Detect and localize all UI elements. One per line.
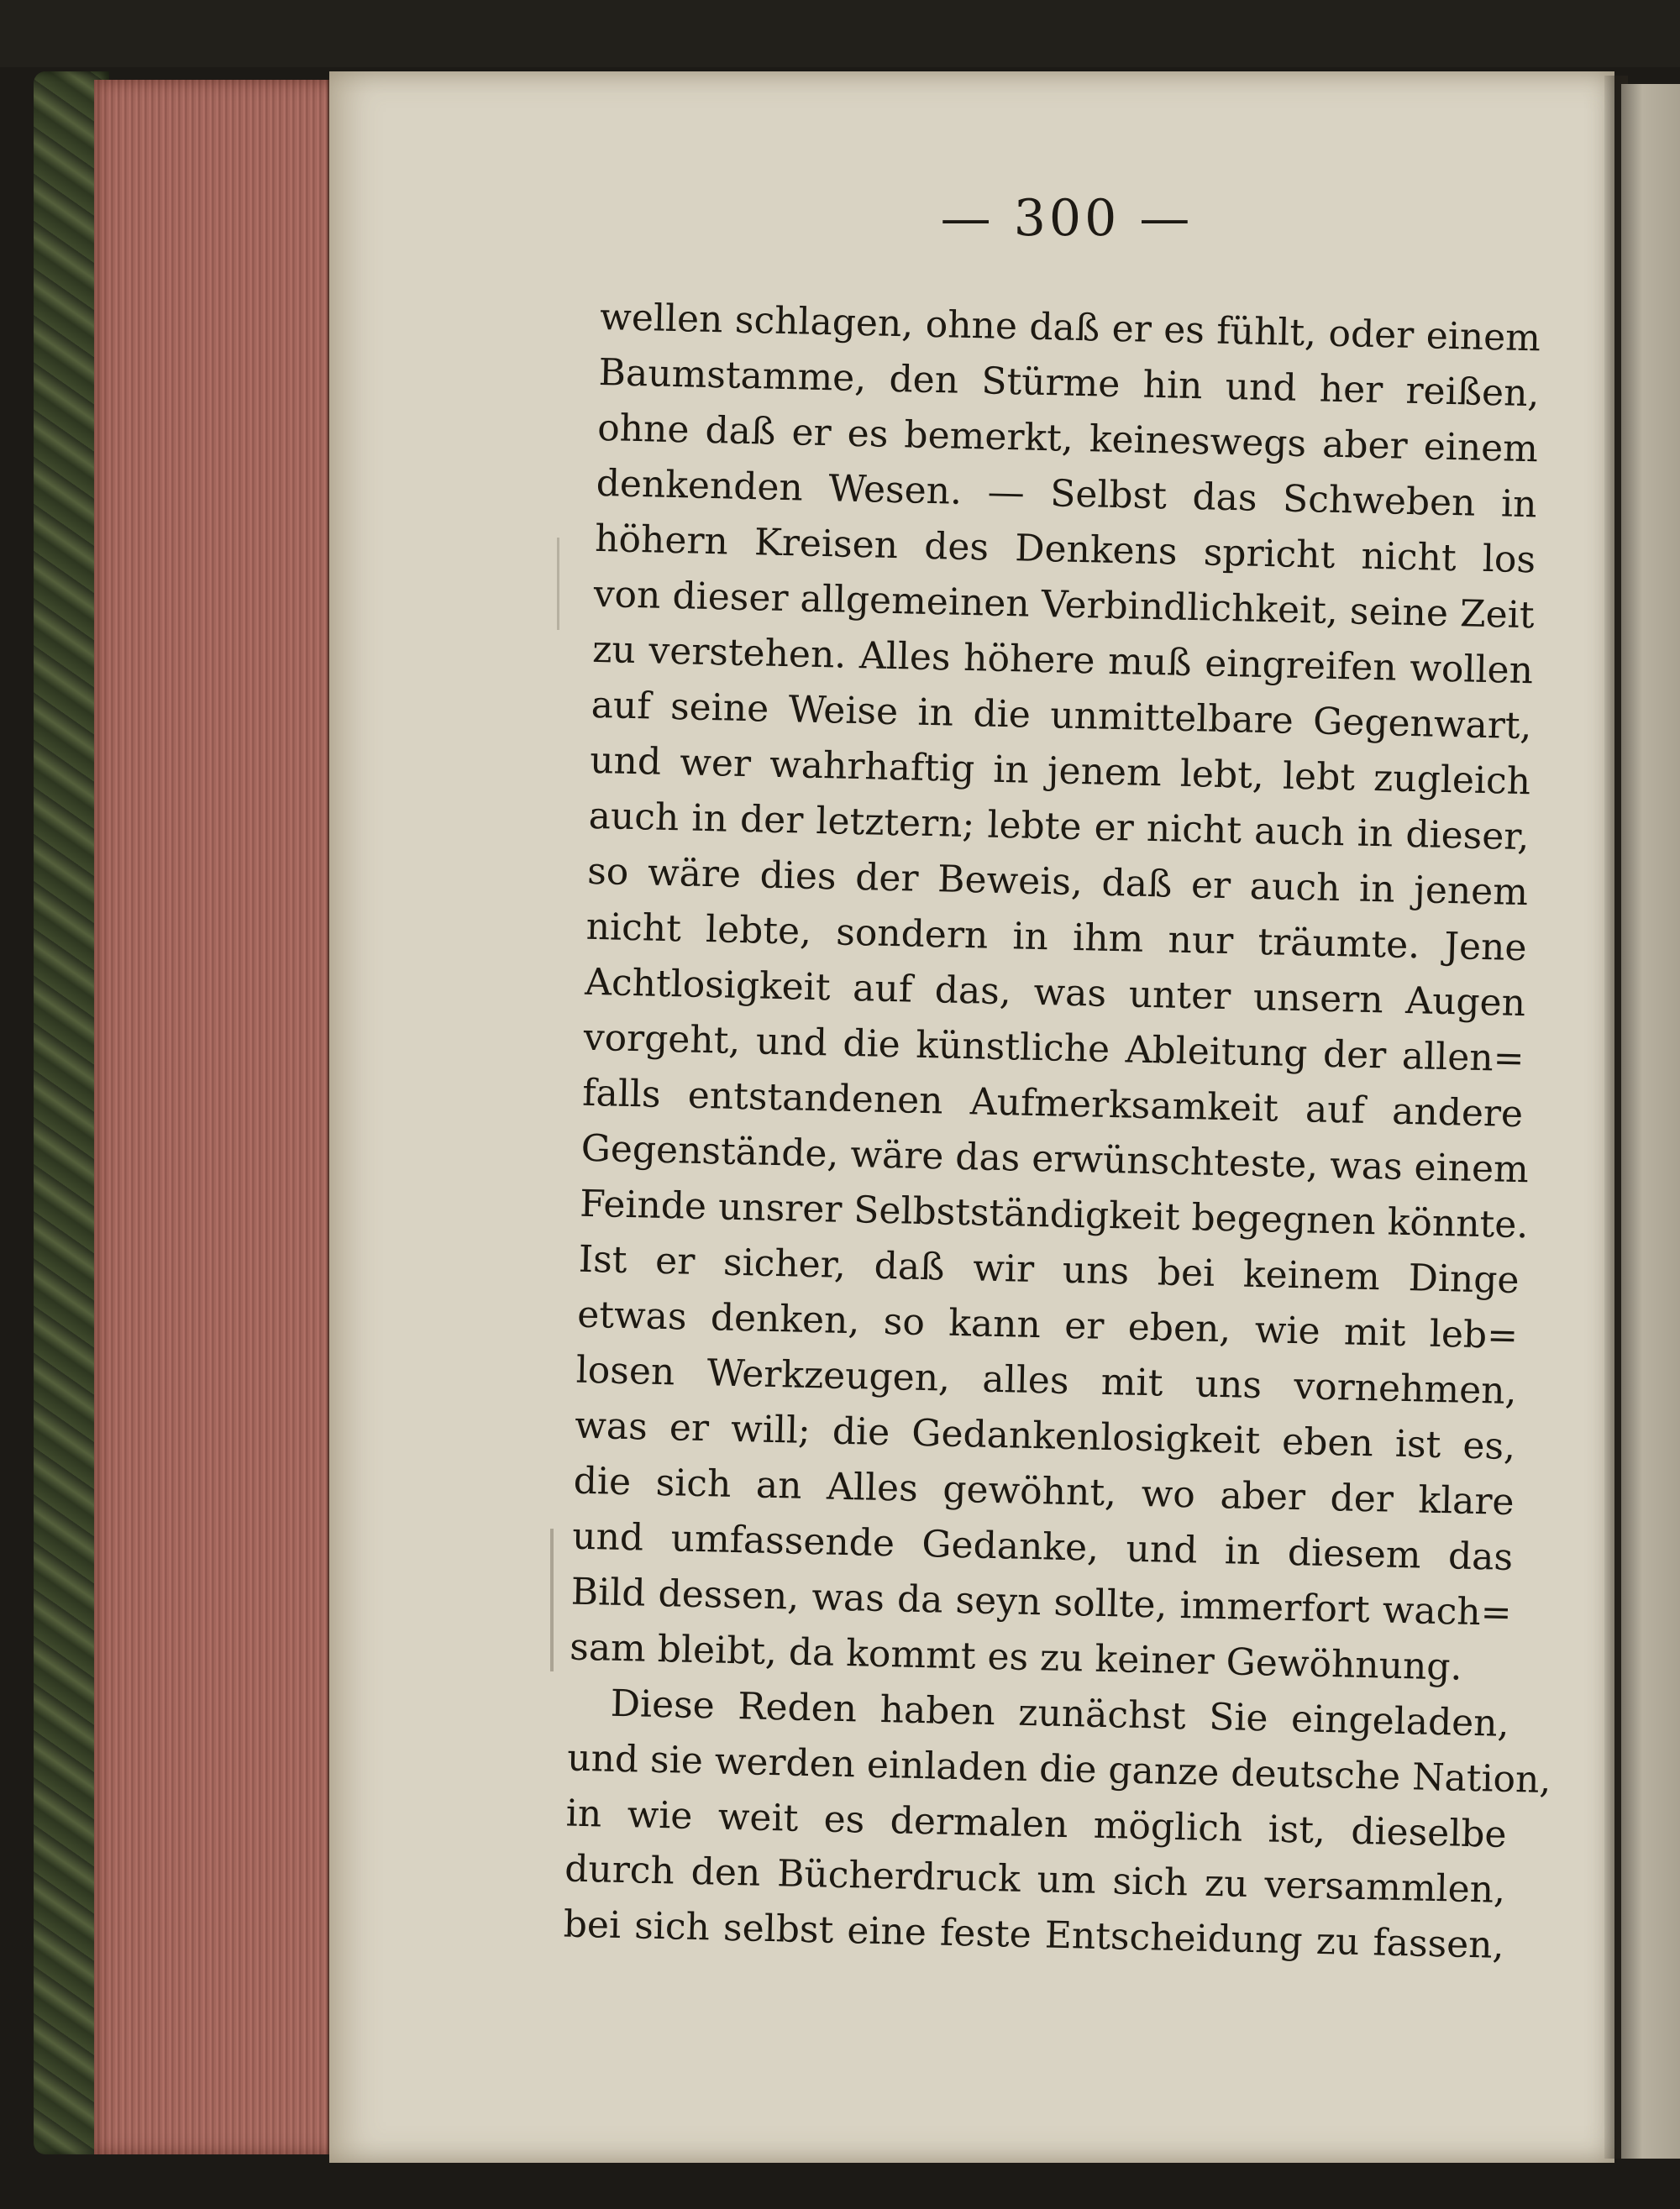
text-line: Ist er sicher, daß wir uns bei keinem Dinge [578, 1237, 1520, 1303]
text-line: was er will; die Gedankenlosigkeit eben ist es, [574, 1404, 1516, 1469]
text-line: Diese Reden haben zunächst Sie eingeladen, [610, 1682, 1510, 1745]
text-line: so wäre dies der Beweis, daß er auch in jenem [586, 849, 1529, 915]
background-strip [0, 0, 1680, 67]
text-line: zu verstehen. Alles höhere muß eingreifen wollen [591, 627, 1534, 693]
text-line: falls entstandenen Aufmerksamkeit auf andere [581, 1071, 1524, 1136]
text-line: und wer wahrhaftig in jenem lebt, lebt zugleich [589, 738, 1531, 804]
body-text [563, 290, 1551, 1974]
page-edges [94, 80, 346, 2154]
text-line: und sie werden einladen die ganze deutsche Nation, [566, 1736, 1551, 1802]
text-line: von dieser allgemeinen Verbindlichkeit, seine Zeit [593, 572, 1536, 638]
text-line: denkenden Wesen. — Selbst das Schweben in [596, 461, 1538, 527]
text-line: bei sich selbst eine feste Entscheidung zu fassen, [563, 1902, 1505, 1967]
text-line: Baumstamme, den Stürme hin und her reißen, [598, 350, 1541, 416]
text-line: die sich an Alles gewöhnt, wo aber der klare [573, 1459, 1515, 1524]
page-number: — 300 — [940, 189, 1194, 248]
text-line: Gegenstände, wäre das erwünschteste, was einem [580, 1126, 1530, 1192]
facing-page-edge [1621, 84, 1680, 2159]
text-line: vorgeht, und die künstliche Ableitung der allen= [583, 1015, 1525, 1081]
text-line: Feinde unsrer Selbstständigkeit begegnen könnte. [579, 1182, 1529, 1247]
text-line: höhern Kreisen des Denkens spricht nicht los [594, 517, 1536, 582]
margin-pencil-mark [550, 1529, 554, 1671]
text-line: durch den Bücherdruck um sich zu versammlen, [564, 1847, 1506, 1912]
text-line: sam bleibt, da kommt es zu keiner Gewöhnung. [569, 1625, 1463, 1689]
text-line: wellen schlagen, ohne daß er es fühlt, oder einem [599, 295, 1541, 360]
text-line: Bild dessen, was da seyn sollte, immerfort wach= [570, 1570, 1513, 1635]
text-line: etwas denken, so kann er eben, wie mit leb= [576, 1293, 1519, 1358]
text-line: auch in der letztern; lebte er nicht auch in dieser, [588, 794, 1530, 859]
text-line: und umfassende Gedanke, und in diesem das [571, 1514, 1514, 1580]
text-line: Achtlosigkeit auf das, was unter unsern Augen [584, 960, 1526, 1026]
text-line: nicht lebte, sondern in ihm nur träumte. Jene [585, 905, 1528, 970]
margin-pencil-mark [557, 538, 559, 630]
text-line: in wie weit es dermalen möglich ist, dieselbe [565, 1792, 1508, 1856]
text-line: ohne daß er es bemerkt, keineswegs aber einem [596, 406, 1539, 471]
text-line: losen Werkzeugen, alles mit uns vornehmen, [575, 1348, 1518, 1414]
text-line: auf seine Weise in die unmittelbare Gegenwart, [591, 683, 1533, 748]
